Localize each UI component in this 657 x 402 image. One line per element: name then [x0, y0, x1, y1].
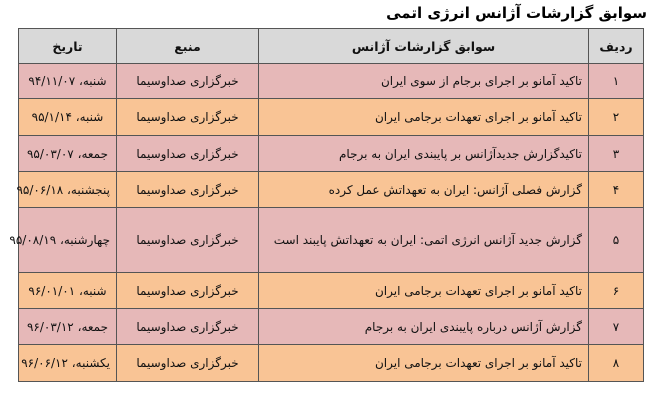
cell-source: خبرگزاری صداوسیما	[117, 345, 259, 382]
page-title: سوابق گزارشات آژانس انرژی اتمی	[386, 4, 647, 22]
table-row	[19, 64, 644, 99]
table-row	[19, 172, 644, 208]
reports-table	[9, 28, 644, 382]
table-row	[19, 99, 644, 136]
cell-subject: تاکیدگزارش جدیدآژانس بر پایبندی ایران به برجام	[259, 136, 589, 172]
cell-source: خبرگزاری صداوسیما	[117, 64, 259, 99]
table-row	[19, 136, 644, 172]
cell-source: خبرگزاری صداوسیما	[117, 172, 259, 208]
cell-subject: تاکید آمانو بر اجرای تعهدات برجامی ایران	[259, 345, 589, 382]
cell-date: جمعه، ۹۶/۰۳/۱۲	[19, 309, 117, 345]
cell-date: پنجشنبه، ۹۵/۰۶/۱۸	[19, 172, 117, 208]
header-no: ردیف	[589, 29, 644, 64]
table-row	[19, 208, 644, 273]
cell-no: ۴	[589, 172, 644, 208]
table-row	[19, 345, 644, 382]
cell-no: ۵	[589, 208, 644, 273]
cell-source: خبرگزاری صداوسیما	[117, 309, 259, 345]
header-source: منبع	[117, 29, 259, 64]
cell-date: جمعه، ۹۵/۰۳/۰۷	[19, 136, 117, 172]
cell-date: شنبه، ۹۴/۱۱/۰۷	[19, 64, 117, 99]
cell-subject: تاکید آمانو بر اجرای تعهدات برجامی ایران	[259, 99, 589, 136]
header-row	[19, 29, 644, 64]
cell-source: خبرگزاری صداوسیما	[117, 99, 259, 136]
cell-subject: تاکید آمانو بر اجرای برجام از سوی ایران	[259, 64, 589, 99]
cell-subject: گزارش جدید آژانس انرژی اتمی: ایران به تعهداتش پایبند است	[259, 208, 589, 273]
cell-subject: گزارش فصلی آژانس: ایران به تعهداتش عمل کرده	[259, 172, 589, 208]
header-date: تاریخ	[19, 29, 117, 64]
cell-date: شنبه، ۹۶/۰۱/۰۱	[19, 273, 117, 309]
header-subject: سوابق گزارشات آژانس	[259, 29, 589, 64]
cell-no: ۳	[589, 136, 644, 172]
cell-no: ۶	[589, 273, 644, 309]
table-row	[19, 309, 644, 345]
cell-source: خبرگزاری صداوسیما	[117, 208, 259, 273]
cell-source: خبرگزاری صداوسیما	[117, 136, 259, 172]
cell-date: یکشنبه، ۹۶/۰۶/۱۲	[19, 345, 117, 382]
cell-date: شنبه، ۹۵/۱/۱۴	[19, 99, 117, 136]
cell-date: چهارشنبه، ۹۵/۰۸/۱۹	[19, 208, 117, 273]
cell-no: ۸	[589, 345, 644, 382]
cell-no: ۲	[589, 99, 644, 136]
table-row	[19, 273, 644, 309]
cell-no: ۷	[589, 309, 644, 345]
cell-no: ۱	[589, 64, 644, 99]
cell-source: خبرگزاری صداوسیما	[117, 273, 259, 309]
cell-subject: تاکید آمانو بر اجرای تعهدات برجامی ایران	[259, 273, 589, 309]
cell-subject: گزارش آژانس درباره پایبندی ایران به برجام	[259, 309, 589, 345]
